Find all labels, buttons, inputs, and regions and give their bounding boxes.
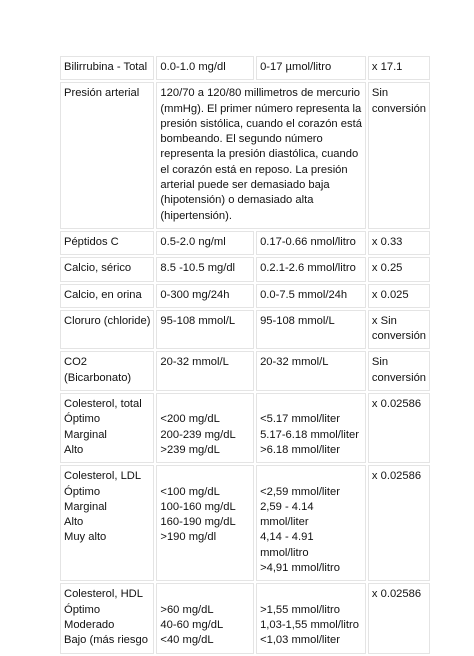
conversion-factor-cell — [368, 465, 430, 581]
conventional-range-cell-line: 0.0-1.0 mg/dl — [160, 61, 226, 73]
test-name-cell-line: Óptimo — [64, 485, 101, 498]
conversion-factor-cell — [368, 231, 430, 255]
conventional-range-cell — [156, 393, 254, 463]
table-row — [60, 257, 430, 281]
table-row — [60, 465, 430, 581]
test-name-cell-line: Moderado — [64, 618, 115, 631]
conventional-range-cell-line: 20-32 mmol/L — [160, 356, 229, 369]
test-name-cell-line: Colesterol, HDL — [64, 588, 143, 601]
table-row — [60, 56, 430, 80]
conventional-range-cell — [156, 56, 254, 80]
si-range-cell — [256, 351, 366, 391]
table-row — [60, 310, 430, 350]
si-range-cell-line: <1,03 mmol/liter — [260, 634, 340, 647]
conventional-range-cell — [156, 257, 254, 281]
conversion-factor-cell-line: x 0.25 — [371, 262, 403, 275]
description-cell-line: (hipertensión). — [160, 209, 232, 222]
conventional-range-cell-line — [160, 469, 250, 484]
test-name-cell-line: (Bicarbonato) — [64, 371, 132, 384]
conventional-range-cell-line: 160-190 mg/dL — [160, 516, 236, 529]
si-range-cell-line: 5.17-6.18 mmol/liter — [260, 428, 359, 441]
conversion-factor-cell-line: x 0.02586 — [371, 470, 422, 483]
si-range-cell-line: 0.0-7.5 mmol/24h — [260, 288, 348, 301]
conventional-range-cell-line: 40-60 mg/dL — [160, 618, 224, 631]
test-name-cell — [60, 284, 154, 308]
description-cell-line: presión sistólica, cuando el corazón está — [160, 117, 362, 130]
conventional-range-cell-line — [160, 397, 250, 412]
si-range-cell-line: 1,03-1,55 mmol/litro — [260, 618, 359, 631]
test-name-cell-line: CO2 — [64, 356, 88, 369]
si-range-cell-line: 0-17 µmol/litro — [260, 61, 332, 73]
test-name-cell-line: Presión arterial — [64, 87, 140, 100]
conventional-range-cell — [156, 351, 254, 391]
conversion-factor-cell — [368, 351, 430, 391]
conventional-range-cell-line: 95-108 mmol/L — [160, 314, 236, 327]
test-name-cell-line: Marginal — [64, 500, 107, 513]
test-name-cell — [60, 257, 154, 281]
si-range-cell — [256, 56, 366, 80]
conversion-factor-cell-line: conversión — [371, 371, 427, 384]
conversion-factor-cell-line: x 0.02586 — [371, 588, 422, 601]
test-name-cell-line: Calcio, sérico — [64, 262, 132, 275]
table-row — [60, 393, 430, 463]
conventional-range-cell-line: >60 mg/dL — [160, 603, 214, 616]
conventional-range-cell-line: >190 mg/dl — [160, 531, 217, 544]
description-cell-line: 120/70 a 120/80 millimetros de mercurio — [160, 87, 361, 100]
conventional-range-cell-line: <100 mg/dL — [160, 485, 220, 498]
conventional-range-cell-line: 100-160 mg/dL — [160, 500, 236, 513]
conventional-range-cell-line: <200 mg/dL — [160, 413, 220, 426]
si-range-cell-line — [260, 469, 362, 484]
si-range-cell-line: <2,59 mmol/liter — [260, 485, 340, 498]
conversion-factor-cell-line: conversión — [371, 102, 427, 115]
conventional-range-cell — [156, 284, 254, 308]
conversion-factor-cell-line: Sin — [371, 356, 389, 369]
conventional-range-cell — [156, 583, 254, 653]
si-range-cell — [256, 231, 366, 255]
test-name-cell — [60, 351, 154, 391]
si-range-cell — [256, 284, 366, 308]
si-range-cell — [256, 310, 366, 350]
si-range-cell-line: >4,91 mmol/litro — [260, 562, 340, 575]
test-name-cell-line: Colesterol, total — [64, 398, 142, 411]
conventional-range-cell-line: 0-300 mg/24h — [160, 288, 230, 301]
description-cell-line: (mmHg). El primer número representa la — [160, 102, 362, 115]
conversion-factor-cell-line: x Sin — [371, 314, 397, 327]
conversion-factor-cell — [368, 310, 430, 350]
test-name-cell-line: Óptimo — [64, 603, 101, 616]
si-range-cell-line: >6.18 mmol/liter — [260, 443, 340, 456]
test-name-cell — [60, 465, 154, 581]
si-range-cell-line: <5.17 mmol/liter — [260, 413, 340, 426]
si-range-cell-line: 4,14 - 4.91 — [260, 531, 314, 544]
conversion-factor-cell — [368, 82, 430, 229]
description-cell-line: (hipotensión) o demasiado alta — [160, 194, 314, 207]
test-name-cell-line: Cloruro (chloride) — [64, 314, 151, 327]
conventional-range-cell-line: <40 mg/dL — [160, 634, 214, 647]
conventional-range-cell-line: >239 mg/dL — [160, 443, 220, 456]
test-name-cell — [60, 231, 154, 255]
table-row — [60, 583, 430, 653]
si-range-cell-line: 2,59 - 4.14 — [260, 500, 314, 513]
conversion-factor-cell — [368, 284, 430, 308]
si-range-cell — [256, 257, 366, 281]
conversion-factor-cell-line: x 0.025 — [371, 288, 409, 301]
conversion-factor-cell-line: x 17.1 — [371, 61, 403, 73]
test-name-cell — [60, 56, 154, 80]
table-row — [60, 82, 430, 229]
si-range-cell-line: >1,55 mmol/litro — [260, 603, 340, 616]
test-name-cell-line: Colesterol, LDL — [64, 470, 142, 483]
conventional-range-cell — [156, 231, 254, 255]
test-name-cell-line: Óptimo — [64, 413, 101, 426]
conventional-range-cell — [156, 310, 254, 350]
test-name-cell — [60, 310, 154, 350]
conversion-factor-cell-line: Sin — [371, 87, 389, 100]
test-name-cell — [60, 393, 154, 463]
test-name-cell-line: Bilirrubina - Total — [64, 61, 148, 73]
conversion-factor-cell — [368, 583, 430, 653]
table-row — [60, 351, 430, 391]
conventional-range-cell-line — [160, 587, 250, 602]
si-range-cell-line — [260, 587, 362, 602]
test-name-cell-line: Marginal — [64, 428, 107, 441]
description-cell-line: el corazón está en reposo. La presión — [160, 163, 348, 176]
si-range-cell — [256, 393, 366, 463]
conventional-range-cell-line: 0.5-2.0 ng/ml — [160, 235, 226, 248]
conversion-factor-cell-line: conversión — [371, 330, 427, 343]
conventional-range-cell-line: 8.5 -10.5 mg/dl — [160, 262, 236, 275]
conversion-factor-cell-line: x 0.02586 — [371, 398, 422, 411]
conventional-range-cell-line: 200-239 mg/dL — [160, 428, 236, 441]
description-cell-line: arterial puede ser demasiado baja — [160, 179, 330, 192]
conversion-factor-cell-line: x 0.33 — [371, 235, 403, 248]
conversion-factor-cell — [368, 393, 430, 463]
conventional-range-cell — [156, 465, 254, 581]
test-name-cell-line: Bajo (más riesgo — [64, 634, 148, 647]
test-name-cell-line: Calcio, en orina — [64, 288, 142, 301]
si-range-cell-line: mmol/litro — [260, 546, 309, 559]
si-range-cell-line: 20-32 mmol/L — [260, 356, 329, 369]
test-name-cell-line: Muy alto — [64, 531, 107, 544]
si-range-cell — [256, 465, 366, 581]
si-range-cell-line: 0.17-0.66 nmol/litro — [260, 235, 356, 248]
description-cell-line: bombeando. El segundo número — [160, 133, 323, 146]
test-name-cell-line: Alto — [64, 443, 84, 456]
si-range-cell — [256, 583, 366, 653]
description-cell-line: representa la presión diastólica, cuando — [160, 148, 359, 161]
test-name-cell-line: Péptidos C — [64, 235, 119, 248]
lab-values-table — [58, 54, 432, 656]
si-range-cell-line: mmol/liter — [260, 516, 309, 529]
conversion-factor-cell — [368, 257, 430, 281]
si-range-cell-line: 0.2.1-2.6 mmol/litro — [260, 262, 356, 275]
si-range-cell-line — [260, 397, 362, 412]
test-name-cell-line: Alto — [64, 516, 84, 529]
test-name-cell — [60, 82, 154, 229]
test-name-cell — [60, 583, 154, 653]
table-row — [60, 284, 430, 308]
si-range-cell-line: 95-108 mmol/L — [260, 314, 335, 327]
conversion-factor-cell — [368, 56, 430, 80]
table-row — [60, 231, 430, 255]
description-cell — [156, 82, 366, 229]
